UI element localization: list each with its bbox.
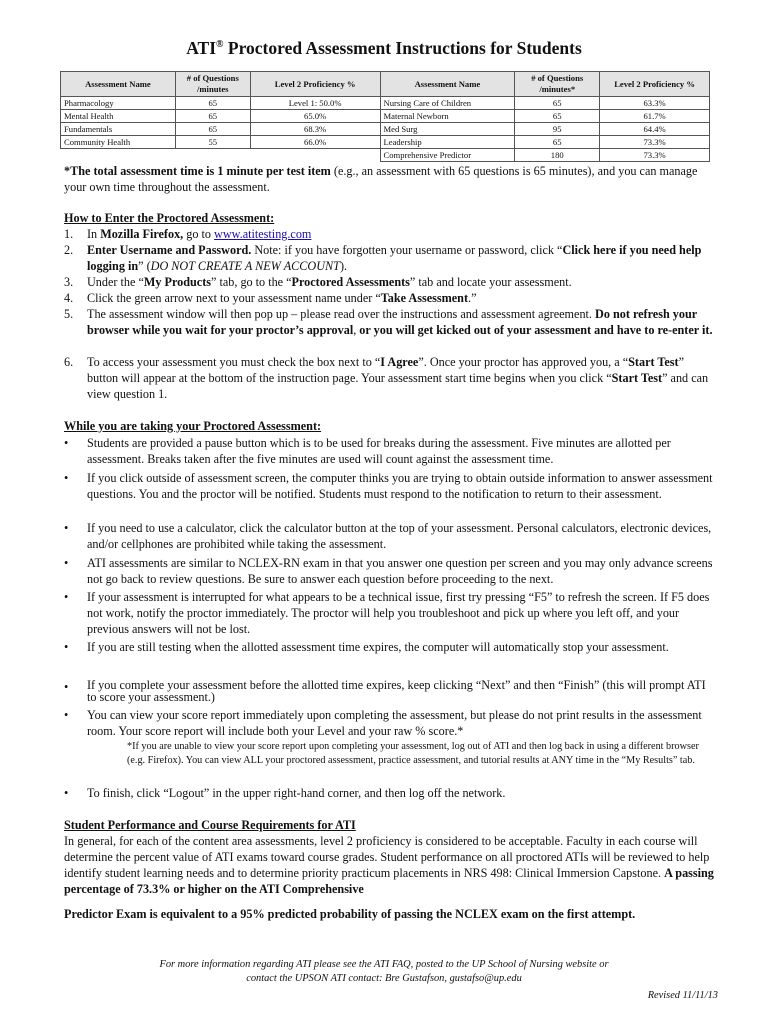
atitesting-link[interactable]: www.atitesting.com: [214, 227, 312, 241]
step-number: 5.: [64, 307, 74, 321]
step-text: The assessment window will then pop up – please read over the instructions and assessment agreement.: [87, 307, 596, 321]
table-cell: 180: [515, 149, 600, 162]
step-text: go to: [183, 227, 215, 241]
bullet: •: [64, 590, 69, 604]
table-cell: 65: [175, 123, 250, 136]
header-proficiency-2: Level 2 Proficiency %: [600, 72, 710, 97]
bullet: •: [64, 556, 69, 570]
assessment-table: [60, 71, 710, 162]
bullet-text: To finish, click “Logout” in the upper right-hand corner, and then log off the network.: [87, 786, 506, 800]
header-proficiency: Level 2 Proficiency %: [250, 72, 380, 97]
step-bold: Start Test: [628, 355, 679, 369]
table-cell: Leadership: [380, 136, 515, 149]
step-number: 1.: [64, 227, 74, 241]
during-bullet-2: [64, 470, 714, 502]
table-row: [61, 123, 710, 136]
registered-mark: ®: [216, 39, 224, 51]
table-cell: 73.3%: [600, 149, 710, 162]
during-bullet-8: [64, 707, 714, 739]
step-text: ,: [353, 323, 360, 337]
table-cell: 95: [515, 123, 600, 136]
step-bold: Mozilla Firefox,: [100, 227, 184, 241]
table-row: [61, 97, 710, 110]
step-text: Under the “: [87, 275, 144, 289]
during-bullet-1: [64, 435, 714, 467]
step-bold: Do not refresh your browser while you wait for your proctor’s approval: [87, 307, 697, 337]
bullet-text: If your assessment is interrupted for what appears to be a technical issue, first try pressing “F5” to refresh the screen. If F5 does not work, notify the proctor immediately. The proctor will help you troubleshoot and pick up where you left off, and your previous answers will not be lost.: [87, 590, 710, 636]
time-note: [64, 163, 714, 195]
table-row: [61, 110, 710, 123]
during-bullet-6: [64, 639, 714, 655]
step-text: To access your assessment you must check the box next to “: [87, 355, 381, 369]
table-cell: Fundamentals: [61, 123, 176, 136]
table-cell: Pharmacology: [61, 97, 176, 110]
performance-bold-2: Predictor Exam is equivalent to a 95% predicted probability of passing the NCLEX exam on the first attempt.: [64, 907, 636, 921]
table-cell: 63.3%: [600, 97, 710, 110]
page-title: [0, 38, 768, 59]
table-cell: 65: [515, 110, 600, 123]
help-login-text: Click here if you need help logging in: [87, 243, 702, 273]
title-rest: Proctored Assessment Instructions for Students: [223, 38, 582, 58]
bullet: •: [64, 708, 69, 722]
bullet-text: Students are provided a pause button which is to be used for breaks during the assessment. Five minutes are allotted per assessment. Breaks taken after the five minutes are used will count against the assessment time.: [87, 436, 671, 466]
table-cell-empty: [61, 149, 381, 162]
table-cell: 61.7%: [600, 110, 710, 123]
header-assessment-name: Assessment Name: [61, 72, 176, 97]
step-text: In: [87, 227, 101, 241]
bullet: •: [64, 640, 69, 654]
table-cell: Nursing Care of Children: [380, 97, 515, 110]
bullet: •: [64, 680, 69, 694]
score-report-note: *If you are unable to view your score report upon completing your assessment, log out of ATI and then log back in using a different browser (e.g. Firefox). You can view ALL your proctored assessment, practice assessment, and tutorial results at ANY time in the “My Results” tab.: [127, 741, 699, 766]
bullet-text: ATI assessments are similar to NCLEX-RN exam in that you answer one question per screen and you may only advance screens not go back to review questions. Be sure to answer each question before proceeding to the next.: [87, 556, 713, 586]
during-bullet-7: [64, 679, 714, 703]
step-bold: Enter Username and Password.: [87, 243, 252, 257]
table-cell: Community Health: [61, 136, 176, 149]
footer-line-2: contact the UPSON ATI contact: Bre Gustafson, gustafso@up.edu: [246, 973, 522, 984]
table-cell: 68.3%: [250, 123, 380, 136]
step-number: 3.: [64, 275, 74, 289]
step-text: ” and can view question 1.: [87, 371, 709, 401]
step-bold: Start Test: [611, 371, 663, 385]
step-text: .”: [468, 291, 477, 305]
header-assessment-name-2: Assessment Name: [380, 72, 515, 97]
step-bold: or you will get kicked out of your assessment and have to re-enter it.: [359, 323, 713, 337]
step-bold: Proctored Assessments: [291, 275, 410, 289]
table-cell: 65: [515, 97, 600, 110]
performance-heading: Student Performance and Course Requirements for ATI: [64, 818, 356, 832]
enter-step-6: [64, 354, 714, 402]
footer-line-1: For more information regarding ATI please see the ATI FAQ, posted to the UP School of Nursing website or: [159, 959, 609, 970]
bullet-text: If you complete your assessment before the allotted time expires, keep clicking “Next” and then “Finish” (this will prompt ATI to score your assessment.): [87, 678, 706, 704]
table-cell: 55: [175, 136, 250, 149]
step-text: Click the green arrow next to your assessment name under “: [87, 291, 381, 305]
enter-step-5: [64, 306, 714, 338]
during-bullet-5: [64, 589, 714, 637]
enter-step-1: [64, 226, 714, 242]
table-cell: 73.3%: [600, 136, 710, 149]
step-italic: DO NOT CREATE A NEW ACCOUNT: [150, 259, 340, 273]
during-bullet-3: [64, 520, 714, 552]
bullet-text: If you need to use a calculator, click the calculator button at the top of your assessment. Personal calculators, electronic devices, and/or cellphones are prohibited while taking the assessment.: [87, 521, 712, 551]
revised-date: Revised 11/11/13: [647, 990, 718, 1001]
table-cell: 66.0%: [250, 136, 380, 149]
table-cell: 65: [175, 97, 250, 110]
step-text: ).: [339, 259, 348, 273]
performance-bold-1: A passing percentage of 73.3% or higher on the ATI Comprehensive: [64, 866, 714, 896]
time-note-text: (e.g., an assessment with 65 questions is 65 minutes), and you can manage your own time throughout the assessment.: [64, 164, 698, 194]
step-text: ” button will appear at the bottom of the instruction page. Your assessment start time begins when you click “: [87, 355, 685, 385]
bullet: •: [64, 786, 69, 800]
header-questions-2: # of Questions /minutes*: [515, 72, 600, 97]
table-header-row: [61, 72, 710, 97]
during-bullet-4: [64, 555, 714, 587]
bullet-text: You can view your score report immediately upon completing the assessment, but please do not print results in the assessment room. Your score report will include both your Level and your raw % score.*: [87, 708, 702, 738]
table-cell: Level 1: 50.0%: [250, 97, 380, 110]
table-cell: Med Surg: [380, 123, 515, 136]
table-cell: 65: [175, 110, 250, 123]
enter-step-4: [64, 290, 714, 306]
enter-step-2: [64, 242, 714, 274]
table-cell: 64.4%: [600, 123, 710, 136]
bullet: •: [64, 521, 69, 535]
table-cell: Mental Health: [61, 110, 176, 123]
time-note-bold: *The total assessment time is 1 minute per test item: [64, 164, 331, 178]
table-row: [61, 149, 710, 162]
step-bold: I Agree: [380, 355, 419, 369]
step-text: ” tab, go to the “: [211, 275, 292, 289]
performance-body: In general, for each of the content area assessments, level 2 proficiency is considered to be acceptable. Faculty in each course will determine the percent value of ATI exams toward course grades. Student performance on all proctored ATIs will be reviewed to help identify student learning needs and to determine priority practicum placements in NRS 498: Clinical Immersion Capstone.: [64, 834, 710, 880]
header-questions: # of Questions /minutes: [175, 72, 250, 97]
table-cell: Comprehensive Predictor: [380, 149, 515, 162]
table-cell: Maternal Newborn: [380, 110, 515, 123]
table-cell: 65.0%: [250, 110, 380, 123]
bullet: •: [64, 436, 69, 450]
step-bold: My Products: [143, 275, 211, 289]
step-text: ” tab and locate your assessment.: [409, 275, 572, 289]
step-number: 4.: [64, 291, 74, 305]
title-ati: ATI: [186, 38, 217, 58]
step-number: 6.: [64, 355, 74, 369]
enter-heading: How to Enter the Proctored Assessment:: [64, 211, 275, 225]
during-bullet-9: [64, 785, 714, 801]
step-number: 2.: [64, 243, 74, 257]
bullet-text: If you are still testing when the allotted assessment time expires, the computer will automatically stop your assessment.: [87, 640, 669, 654]
table-row: [61, 136, 710, 149]
performance-text: [64, 833, 714, 897]
during-heading: While you are taking your Proctored Assessment:: [64, 419, 322, 433]
table-cell: 65: [515, 136, 600, 149]
step-bold: Take Assessment: [380, 291, 469, 305]
step-text: ”. Once your proctor has approved you, a “: [418, 355, 629, 369]
enter-step-3: [64, 274, 714, 290]
bullet: •: [64, 471, 69, 485]
bullet-text: If you click outside of assessment screen, the computer thinks you are trying to obtain outside information to answer assessment questions. You and the proctor will be notified. Students must respond to the notification to return to their assessment.: [87, 471, 713, 501]
step-text: Note: if you have forgotten your username or password, click “: [251, 243, 563, 257]
step-text: ” (: [138, 259, 151, 273]
